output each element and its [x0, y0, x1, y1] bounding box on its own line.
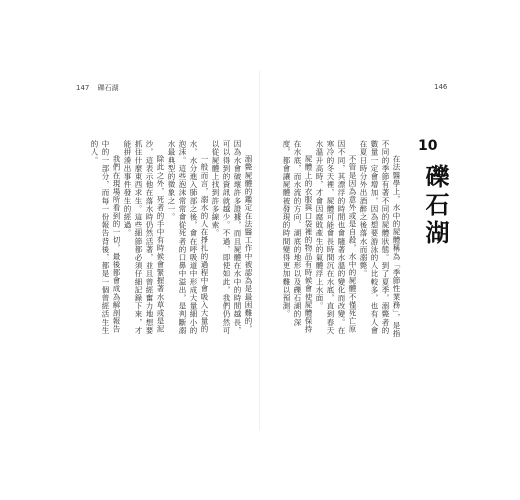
left-running-title: 礫石湖 [97, 84, 119, 92]
chapter-title: 礫石湖 [421, 164, 450, 248]
right-paragraph-1: 在法醫學上，水中的屍體稱為「季節性業務」，是指不同的季節有著不同的屍體狀態。到了夏季，溺斃者的數量一定會增加，因為想要游泳的人比較多，也有人會在夏日時分外出酒醉之後落水而溺斃。 [359, 140, 401, 338]
right-page-number: 146 [434, 83, 448, 91]
right-paragraph-3: 屍體上的衣服與口袋裡的物品有時候會使屍體保持在水底，而水流的方向、湖底的地形以及礫石湖的深度，都會讓屍體被發現的時間變得更加難以預測。 [282, 140, 313, 334]
right-page-body [244, 140, 402, 340]
left-paragraph-2: 一般而言，溺水的人在掙扎的過程中會吸入大量的水，水分進入肺部之後，會在呼吸道中形成大量細小的泡沫。這些泡沫常常會從死者的口鼻中溢出，是判斷溺水最典型的徵象之一。 [167, 140, 209, 335]
chapter-heading [412, 138, 452, 258]
left-page-number: 147 [76, 84, 90, 92]
left-paragraph-1: 溺斃屍體的鑑定在法醫工作中被認為是最困難的，因為水會破壞許多證據，而且屍體在水中的時間越長，可以得到的資訊就越少。不過，即使如此，我們仍然可以從屍體上找到許多線索。 [211, 140, 253, 335]
left-paragraph-3: 除此之外，死者的手中有時候會緊握著水草或是泥沙，這表示他在落水時仍然活著，並且曾經奮力地想要抓住什麼東西求生。這些細節都必須仔細記錄下來，才能拼湊出事件發生的經過。 [123, 140, 165, 335]
left-page-body [72, 140, 254, 340]
left-paragraph-4: 我們在現場所看到的一切，最後都會成為解剖報告中的一部分，而每一份報告背後，都是一個曾經活生生的人。 [90, 140, 121, 335]
chapter-number: 10 [418, 138, 438, 154]
left-page-header [76, 83, 119, 93]
right-paragraph-2: 不管是因為意外或是自殺，水中的屍體不僅死亡原因不同，其漂浮的時間也會隨著水溫的變化而改變。在寒冷的冬天裡，屍體可能會長時間沉在水底，直到春天水溫升高時，才會因腐敗產生的氣體浮上水面。 [315, 140, 357, 335]
